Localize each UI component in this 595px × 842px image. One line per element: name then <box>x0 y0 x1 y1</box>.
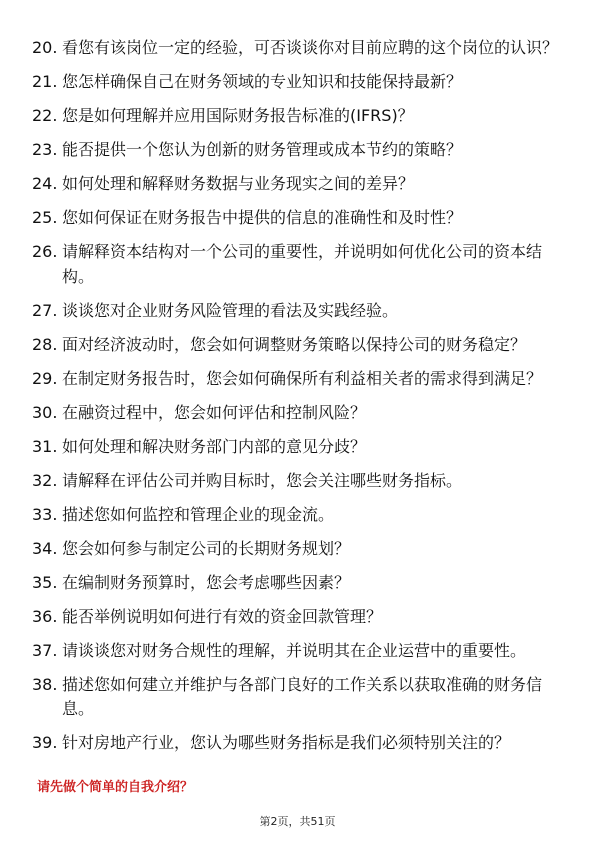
question-text: 您是如何理解并应用国际财务报告标准的(IFRS)？ <box>62 106 414 125</box>
question-item <box>32 673 572 722</box>
question-number: 23. <box>32 140 58 159</box>
question-item <box>32 70 572 95</box>
question-item <box>32 333 572 358</box>
question-text: 您会如何参与制定公司的长期财务规划？ <box>62 538 351 558</box>
question-text: 描述您如何建立并维护与各部门良好的工作关系以获取准确的财务信息。 <box>62 674 543 718</box>
question-text: 能否提供一个您认为创新的财务管理或成本节约的策略？ <box>62 140 463 159</box>
question-list <box>32 36 572 765</box>
question-item <box>32 401 572 426</box>
question-text: 如何处理和解释财务数据与业务现实之间的差异？ <box>62 174 415 193</box>
question-number: 21. <box>32 72 58 91</box>
question-number: 38. <box>32 674 58 694</box>
question-item <box>32 36 572 61</box>
question-item <box>32 299 572 324</box>
question-number: 34. <box>32 538 58 558</box>
question-number: 35. <box>32 572 58 592</box>
question-number: 39. <box>32 733 58 752</box>
question-item <box>32 639 572 664</box>
question-item <box>32 537 572 562</box>
question-text: 描述您如何监控和管理企业的现金流。 <box>62 504 335 524</box>
question-number: 20. <box>32 38 58 57</box>
question-text: 您如何保证在财务报告中提供的信息的准确性和及时性？ <box>62 208 463 227</box>
question-item <box>32 731 572 756</box>
question-number: 27. <box>32 300 58 320</box>
question-text: 针对房地产行业，您认为哪些财务指标是我们必须特别关注的？ <box>62 733 511 752</box>
question-item <box>32 435 572 460</box>
question-text: 在制定财务报告时，您会如何确保所有利益相关者的需求得到满足？ <box>62 368 543 388</box>
question-number: 31. <box>32 436 58 456</box>
question-number: 37. <box>32 640 58 660</box>
question-item <box>32 605 572 630</box>
question-item <box>32 206 572 231</box>
self-intro-prompt: 请先做个简单的自我介绍？ <box>37 780 194 795</box>
page-footer: 第2页，共51页 <box>259 815 336 828</box>
question-text: 能否举例说明如何进行有效的资金回款管理？ <box>62 606 383 626</box>
question-item <box>32 571 572 596</box>
question-item <box>32 172 572 197</box>
question-text: 请谈谈您对财务合规性的理解，并说明其在企业运营中的重要性。 <box>62 640 527 660</box>
question-text: 在编制财务预算时，您会考虑哪些因素？ <box>62 572 351 592</box>
question-number: 30. <box>32 402 58 422</box>
question-item <box>32 469 572 494</box>
question-text: 谈谈您对企业财务风险管理的看法及实践经验。 <box>62 300 399 320</box>
question-text: 请解释在评估公司并购目标时，您会关注哪些财务指标。 <box>62 470 463 490</box>
question-number: 29. <box>32 368 58 388</box>
question-item <box>32 138 572 163</box>
question-text: 看您有该岗位一定的经验，可否谈谈你对目前应聘的这个岗位的认识？ <box>62 38 559 57</box>
question-text: 在融资过程中，您会如何评估和控制风险？ <box>62 402 367 422</box>
question-number: 28. <box>32 334 58 354</box>
question-text: 您怎样确保自己在财务领域的专业知识和技能保持最新？ <box>62 72 463 91</box>
question-number: 22. <box>32 106 58 125</box>
question-number: 26. <box>32 242 58 261</box>
question-number: 36. <box>32 606 58 626</box>
question-number: 24. <box>32 174 58 193</box>
question-number: 33. <box>32 504 58 524</box>
question-item <box>32 367 572 392</box>
question-number: 25. <box>32 208 58 227</box>
question-text: 请解释资本结构对一个公司的重要性，并说明如何优化公司的资本结构。 <box>62 242 543 286</box>
question-item <box>32 104 572 129</box>
question-item <box>32 503 572 528</box>
question-text: 如何处理和解决财务部门内部的意见分歧？ <box>62 436 367 456</box>
question-number: 32. <box>32 470 58 490</box>
question-item <box>32 240 572 289</box>
question-text: 面对经济波动时，您会如何调整财务策略以保持公司的财务稳定？ <box>62 334 527 354</box>
